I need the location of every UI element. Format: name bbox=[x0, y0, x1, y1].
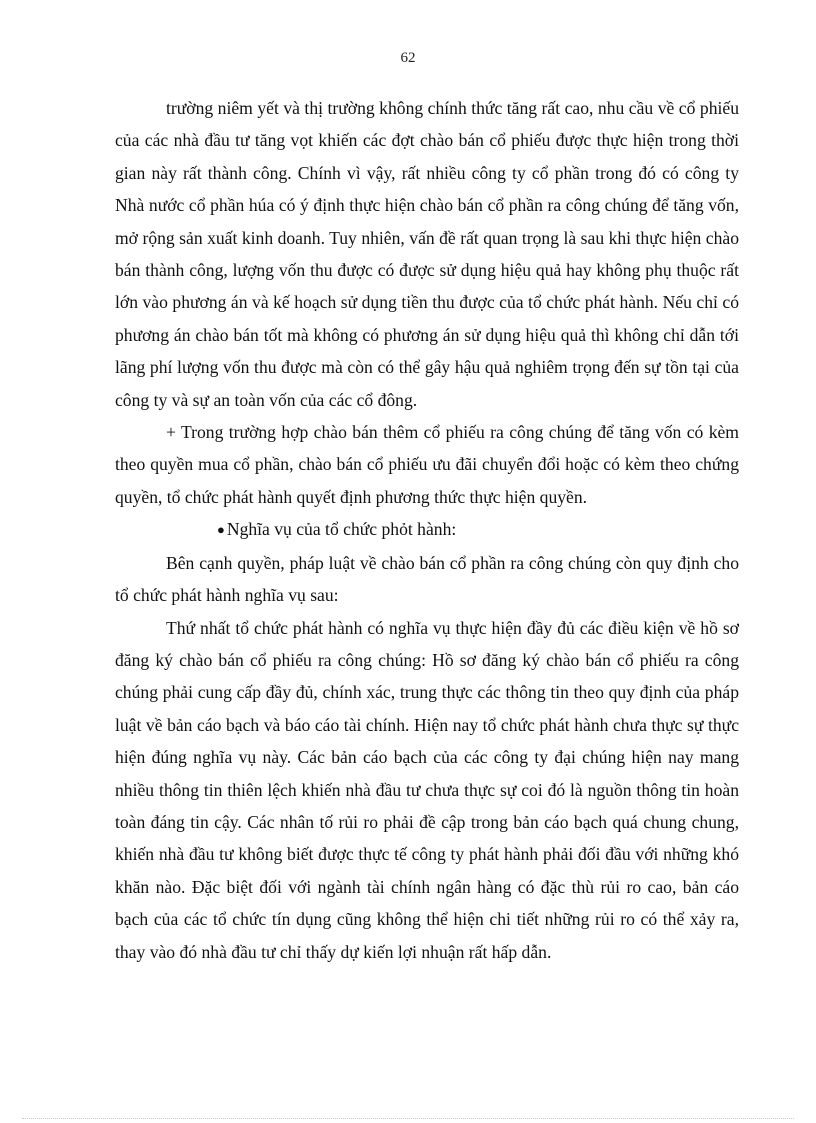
page-bottom-border bbox=[22, 1118, 794, 1119]
paragraph-first-obligation: Thứ nhất tổ chức phát hành có nghĩa vụ thực hiện đầy đủ các điều kiện về hồ sơ đăng ký chào bán cổ phiếu ra công chúng: Hồ sơ đăng ký chào bán cổ phiếu ra công chúng phải cung cấp đầy đủ, chính xác, trung thực các thông tin theo quy định của pháp luật về bản cáo bạch và báo cáo tài chính. Hiện nay tổ chức phát hành chưa thực sự thực hiện đúng nghĩa vụ này. Các bản cáo bạch của các công ty đại chúng hiện nay mang nhiều thông tin thiên lệch khiến nhà đầu tư chưa thực sự coi đó là nguồn thông tin hoàn toàn đáng tin cậy. Các nhân tố rủi ro phải đề cập trong bản cáo bạch quá chung chung, khiến nhà đầu tư không biết được thực tế công ty phát hành phải đối đầu với những khó khăn nào. Đặc biệt đối với ngành tài chính ngân hàng có đặc thù rủi ro cao, bản cáo bạch của các tổ chức tín dụng cũng không thể hiện chi tiết những rủi ro có thể xảy ra, thay vào đó nhà đầu tư chỉ thấy dự kiến lợi nhuận rất hấp dẫn. bbox=[115, 617, 739, 962]
bullet-icon: ● bbox=[217, 522, 225, 538]
paragraph-obligations-intro: Bên cạnh quyền, pháp luật về chào bán cổ phần ra công chúng còn quy định cho tổ chức phát hành nghĩa vụ sau: bbox=[115, 552, 739, 606]
bullet-heading bbox=[115, 513, 739, 546]
page-number: 62 bbox=[400, 50, 416, 66]
paragraph-continuation: trường niêm yết và thị trường không chính thức tăng rất cao, nhu cầu về cổ phiếu của các nhà đầu tư tăng vọt khiến các đợt chào bán cổ phiếu được thực hiện trong thời gian này rất thành công. Chính vì vậy, rất nhiều công ty cổ phần trong đó có công ty Nhà nước cổ phần húa có ý định thực hiện chào bán cổ phần ra công chúng để tăng vốn, mở rộng sản xuất kinh doanh. Tuy nhiên, vấn đề rất quan trọng là sau khi thực hiện chào bán thành công, lượng vốn thu được có được sử dụng hiệu quả hay không phụ thuộc rất lớn vào phương án và kế hoạch sử dụng tiền thu được của tổ chức phát hành. Nếu chỉ có phương án chào bán tốt mà không có phương án sử dụng hiệu quả thì không chỉ dẫn tới lãng phí lượng vốn thu được mà còn có thể gây hậu quả nghiêm trọng đến sự tồn tại của công ty và sự an toàn vốn của các cổ đông. bbox=[115, 98, 739, 410]
document-body bbox=[115, 92, 739, 968]
paragraph-plus-item: + Trong trường hợp chào bán thêm cổ phiếu ra công chúng để tăng vốn có kèm theo quyền mua cổ phần, chào bán cổ phiếu ưu đãi chuyển đổi hoặc có kèm theo chứng quyền, tổ chức phát hành quyết định phương thức thực hiện quyền. bbox=[115, 422, 739, 507]
bullet-heading-text: Nghĩa vụ của tổ chức phỏt hành: bbox=[226, 519, 457, 540]
